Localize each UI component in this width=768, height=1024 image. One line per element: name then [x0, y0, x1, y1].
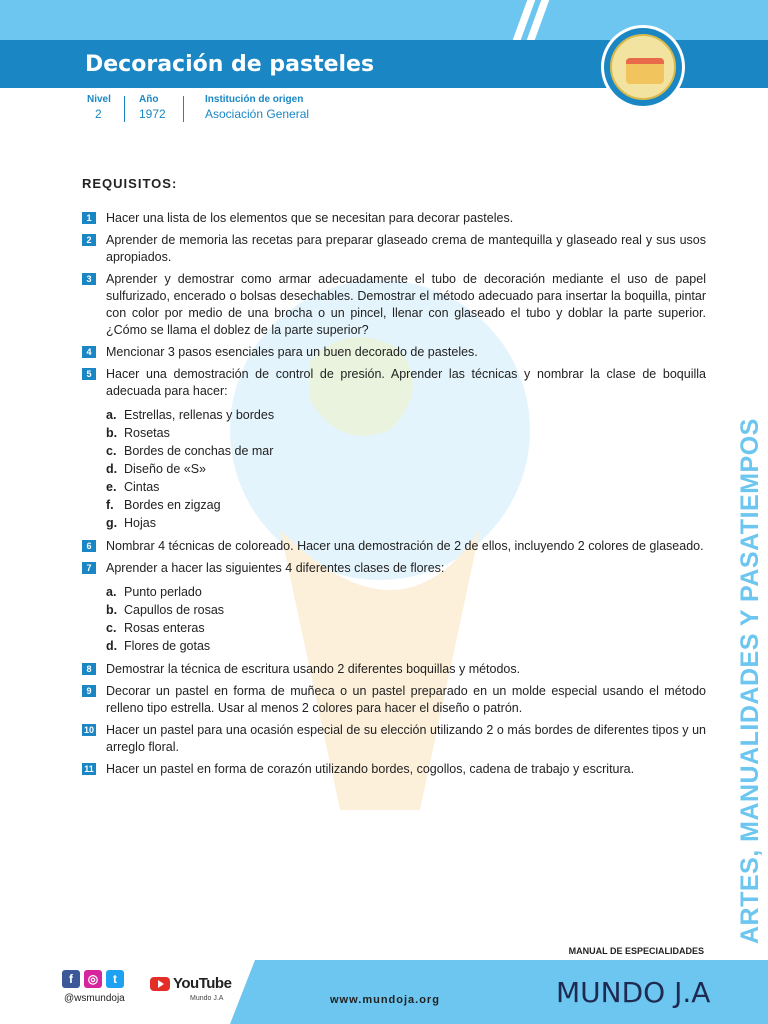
sub-item: [106, 601, 706, 619]
origin-column: [205, 94, 309, 121]
item-number: 2: [82, 234, 96, 246]
sub-letter: c.: [106, 621, 117, 635]
item-text: Hacer un pastel para una ocasión especial de su elección utilizando 2 o más bordes de diferentes tipos y un arreglo floral.: [106, 723, 706, 754]
website-link[interactable]: www.mundoja.org: [330, 994, 440, 1006]
sub-letter: a.: [106, 585, 117, 599]
category-side-text: ARTES, MANUALIDADES Y PASATIEMPOS: [736, 418, 764, 944]
level-value: 2: [95, 107, 102, 121]
item-text: Demostrar la técnica de escritura usando 2 diferentes boquillas y métodos.: [106, 662, 521, 676]
facebook-icon[interactable]: f: [62, 970, 80, 988]
sub-letter: g.: [106, 516, 118, 530]
origin-label: Institución de origen: [205, 94, 304, 105]
item-number: 11: [82, 763, 96, 775]
sub-letter: a.: [106, 408, 117, 422]
requirements-list: [82, 210, 706, 783]
sub-text: Punto perlado: [124, 585, 202, 599]
list-item: [82, 683, 706, 717]
sub-item: [106, 478, 706, 496]
sub-text: Hojas: [124, 516, 156, 530]
sub-letter: d.: [106, 462, 118, 476]
sub-item: [106, 496, 706, 514]
sub-text: Estrellas, rellenas y bordes: [124, 408, 275, 422]
item-number: 10: [83, 725, 94, 735]
item-text: Hacer un pastel en forma de corazón utilizando bordes, cogollos, cadena de trabajo y escritura.: [106, 762, 635, 776]
youtube-channel: Mundo J.A: [190, 995, 224, 1002]
year-label: Año: [139, 94, 159, 105]
sub-item: [106, 619, 706, 637]
item-number: 5: [82, 368, 96, 380]
social-icons: [62, 970, 124, 988]
sub-item: [106, 460, 706, 478]
sub-item: [106, 514, 706, 532]
item-text: Aprender y demostrar como armar adecuadamente el tubo de decoración mediante el uso de papel sulfurizado, encerado o bolsas desechables. Demostrar el método adecuado para insertar la boquilla, pintar con color por medio de una brocha o un pincel, llenar con glaseado el tubo y doblar la parte superior. ¿Cómo se llama el doblez de la parte superior?: [106, 272, 706, 337]
twitter-icon[interactable]: t: [106, 970, 124, 988]
sub-item: [106, 424, 706, 442]
sub-item: [106, 442, 706, 460]
item-text: Mencionar 3 pasos esenciales para un buen decorado de pasteles.: [106, 345, 478, 359]
origin-value: Asociación General: [205, 107, 310, 121]
item-text: Aprender a hacer las siguientes 4 diferentes clases de flores:: [106, 561, 445, 575]
item-text: Nombrar 4 técnicas de coloreado. Hacer una demostración de 2 de ellos, incluyendo 2 colores de glaseado.: [106, 539, 704, 553]
sub-item: [106, 637, 706, 655]
level-column: [87, 94, 111, 121]
item-number: 4: [82, 346, 96, 358]
list-item: [82, 661, 706, 678]
list-item: [82, 538, 706, 555]
sub-letter: c.: [106, 444, 117, 458]
sub-letter: e.: [106, 480, 117, 494]
requirements-title: REQUISITOS:: [82, 176, 178, 191]
sub-text: Flores de gotas: [124, 639, 211, 653]
sub-item: [106, 583, 706, 601]
item-text: Hacer una lista de los elementos que se necesitan para decorar pasteles.: [106, 211, 514, 225]
sub-letter: b.: [106, 426, 118, 440]
sub-text: Cintas: [124, 480, 160, 494]
specialty-badge: [604, 28, 682, 106]
item-text: Aprender de memoria las recetas para preparar glaseado crema de mantequilla y glaseado real y sus usos apropiados.: [106, 233, 706, 264]
brand-logo: MUNDO J.A: [556, 976, 711, 1009]
list-item: [82, 210, 706, 227]
list-item: [82, 560, 706, 655]
cake-icon: [626, 58, 664, 84]
meta-divider: [183, 96, 184, 122]
social-handle: @wsmundoja: [64, 993, 125, 1004]
year-column: [139, 94, 166, 121]
list-item: [82, 344, 706, 361]
item-text: Decorar un pastel en forma de muñeca o un pastel preparado en un molde especial usando el método relleno tipo estrella. Usar al menos 2 colores para hacer el diseño o patrón.: [106, 684, 706, 715]
item-number: 7: [82, 562, 96, 574]
manual-label: MANUAL DE ESPECIALIDADES: [568, 946, 704, 956]
sub-text: Rosas enteras: [124, 621, 205, 635]
sub-text: Diseño de «S»: [124, 462, 207, 476]
sub-text: Bordes de conchas de mar: [124, 444, 274, 458]
sub-list: [106, 406, 706, 532]
item-number: 8: [82, 663, 96, 675]
level-label: Nivel: [87, 94, 111, 105]
sub-letter: f.: [106, 498, 114, 512]
instagram-icon[interactable]: ◎: [84, 970, 102, 988]
list-item: [82, 761, 706, 778]
year-value: 1972: [139, 107, 166, 121]
youtube-label: YouTube: [173, 975, 232, 992]
item-number: 6: [82, 540, 96, 552]
youtube-logo[interactable]: [150, 975, 231, 992]
item-text: Hacer una demostración de control de presión. Aprender las técnicas y nombrar la clase de boquilla adecuada para hacer:: [106, 367, 706, 398]
sub-letter: b.: [106, 603, 118, 617]
sub-text: Rosetas: [124, 426, 170, 440]
meta-divider: [124, 96, 125, 122]
page-title: Decoración de pasteles: [85, 52, 375, 77]
badge-inner: [610, 34, 676, 100]
youtube-icon: [150, 977, 170, 991]
list-item: [82, 366, 706, 532]
item-number: 3: [82, 273, 96, 285]
list-item: [82, 722, 706, 756]
sub-list: [106, 583, 706, 655]
sub-item: [106, 406, 706, 424]
sub-text: Capullos de rosas: [124, 603, 225, 617]
list-item: [82, 271, 706, 339]
footer-white: [0, 960, 260, 1024]
list-item: [82, 232, 706, 266]
item-number: 1: [82, 212, 96, 224]
sub-letter: d.: [106, 639, 118, 653]
item-number: 9: [82, 685, 96, 697]
sub-text: Bordes en zigzag: [124, 498, 221, 512]
